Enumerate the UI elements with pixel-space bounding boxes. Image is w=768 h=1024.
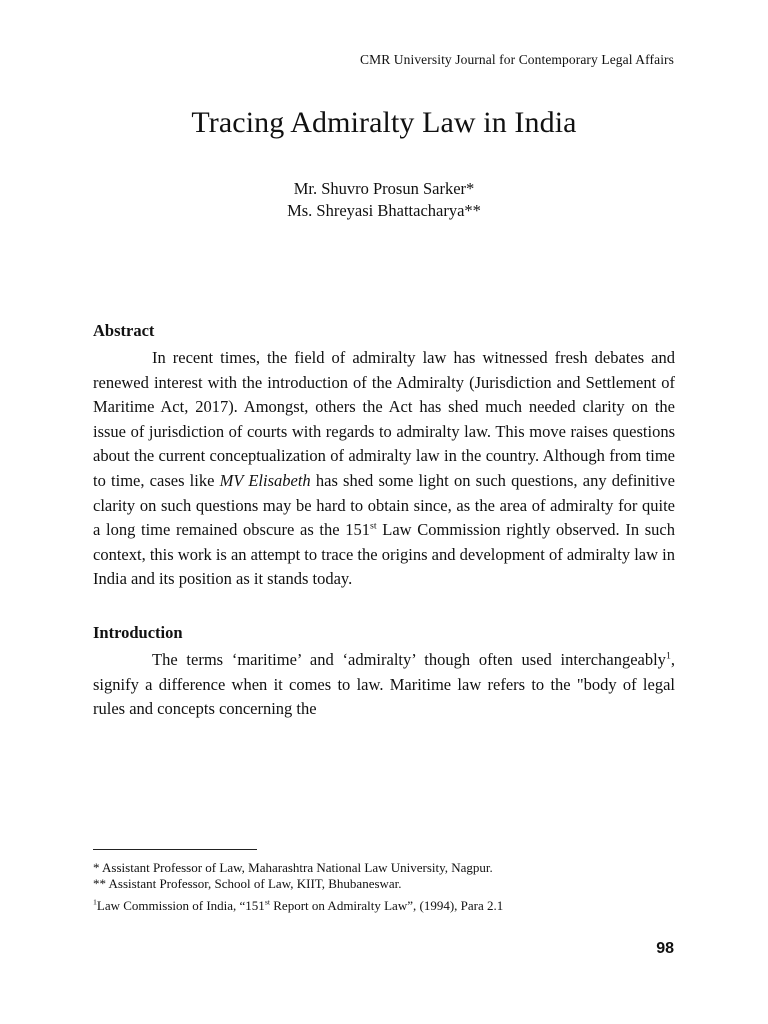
author-list: [0, 178, 768, 222]
abstract-heading: Abstract: [93, 321, 155, 340]
footnote-1-text-a: Law Commission of India, “151: [96, 898, 265, 913]
footnote-1: [93, 898, 693, 914]
journal-running-header: CMR University Journal for Contemporary Legal Affairs: [360, 52, 674, 67]
intro-text-1: The terms ‘maritime’ and ‘admiralty’ though often used interchangeably: [152, 649, 666, 669]
paper-title: Tracing Admiralty Law in India: [191, 106, 577, 139]
intro-text-2: , signify a difference when it comes to law. Maritime law refers to the "body of legal rules and concepts concerning the: [93, 649, 675, 719]
footnote-author-1: * Assistant Professor of Law, Maharashtra National Law University, Nagpur.: [93, 860, 493, 875]
footnote-ref-1[interactable]: 1: [665, 650, 671, 662]
introduction-paragraph: [93, 648, 675, 722]
introduction-heading: Introduction: [93, 622, 183, 642]
ordinal-suffix: st: [369, 520, 377, 532]
footnote-1-suffix: st: [264, 897, 271, 907]
abstract-text-2: has shed some light on such questions, any definitive clarity on such questions may be hard to obtain since, as the area of admiralty for quite a long time remained obscure as the 151: [93, 470, 675, 540]
abstract-text-3: Law Commission rightly observed. In such context, this work is an attempt to trace the origins and development of admiralty law in India and its position as it stands today.: [93, 520, 675, 589]
footnotes: [93, 860, 693, 914]
author-2: Ms. Shreyasi Bhattacharya**: [287, 201, 481, 220]
page-number: 98: [656, 940, 674, 957]
footnote-author-2: ** Assistant Professor, School of Law, KIIT, Bhubaneswar.: [93, 876, 402, 891]
case-name: MV Elisabeth: [219, 470, 311, 490]
author-1: Mr. Shuvro Prosun Sarker*: [293, 179, 475, 198]
footnote-1-number: 1: [93, 897, 97, 907]
footnote-divider: [93, 849, 257, 850]
main-content: [93, 320, 675, 722]
abstract-text-1: In recent times, the field of admiralty law has witnessed fresh debates and renewed interest with the introduction of the Admiralty (Jurisdiction and Settlement of Maritime Act, 2017). Amongst, others the Act has shed much needed clarity on the issue of jurisdiction of courts with regards to admiralty law. This move raises questions about the current conceptualization of admiralty law in the country. Although from time to time, cases like: [93, 348, 675, 490]
footnote-1-text-b: Report on Admiralty Law”, (1994), Para 2.1: [270, 898, 504, 913]
abstract-paragraph: [93, 346, 675, 592]
